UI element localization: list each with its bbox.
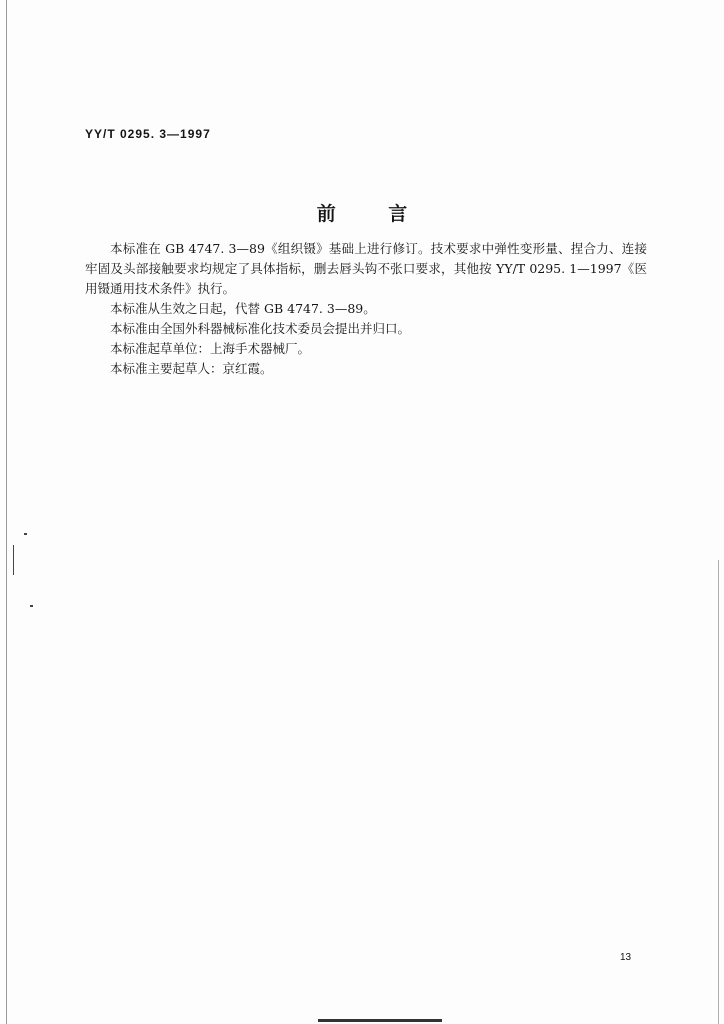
scan-mark [24,533,27,535]
standard-code-header: YY/T 0295. 3—1997 [85,127,211,141]
paragraph: 本标准起草单位：上海手术器械厂。 [110,341,311,356]
foreword-body [85,239,647,379]
paragraph: 本标准从生效之日起，代替 GB 4747. 3—89。 [110,301,376,316]
paragraph: 本标准由全国外科器械标准化技术委员会提出并归口。 [110,321,411,336]
paragraph: 本标准在 GB 4747. 3—89《组织镊》基础上进行修订。技术要求中弹性变形量、捏合力、连接牢固及头部接触要求均规定了具体指标，删去唇头钩不张口要求，其他按 YY/T 0295. 1—1997《医用镊通用技术条件》执行。 [85,241,647,296]
scan-bottom-mark [318,1019,442,1022]
scan-mark [13,545,14,575]
scan-edge-right [718,560,719,1024]
page-title: 前 言 [316,203,408,225]
scan-edge-left [6,0,7,1024]
scan-mark [30,605,33,607]
page-number: 13 [620,952,632,963]
paragraph: 本标准主要起草人：京红霞。 [110,361,273,376]
